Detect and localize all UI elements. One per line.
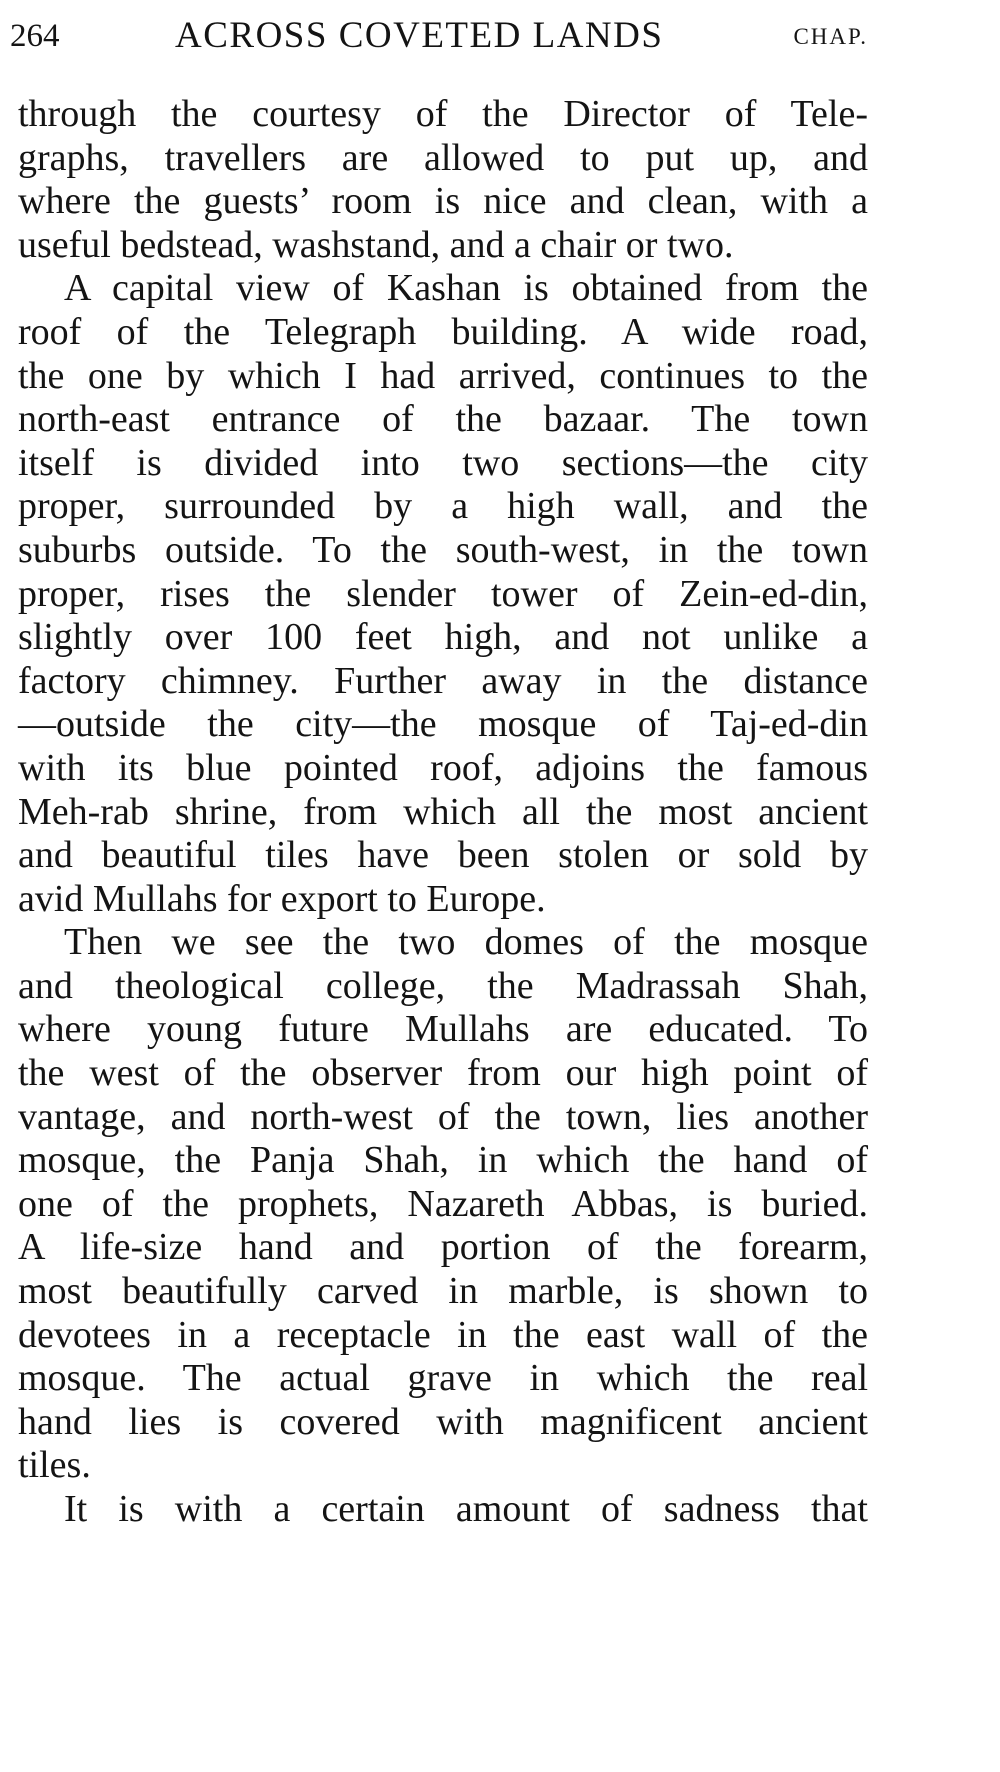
text-line: most beautifully carved in marble, is shown to [18,1270,868,1313]
text-line: the one by which I had arrived, continues to the [18,354,868,397]
text-line: mosque, the Panja Shah, in which the hand of [18,1139,868,1182]
text-line: the west of the observer from our high point of [18,1052,868,1095]
text-line: Then we see the two domes of the mosque [64,921,868,964]
text-line: through the courtesy of the Director of Tele- [18,93,868,135]
text-line: suburbs outside. To the south-west, in the town [18,528,868,571]
text-line: and beautiful tiles have been stolen or sold by [18,834,868,877]
paragraph [18,921,868,1488]
text-line: roof of the Telegraph building. A wide road, [18,310,868,353]
body-text [18,93,868,1532]
text-line: where the guests’ room is nice and clean, with a [18,180,868,223]
text-line: itself is divided into two sections—the city [18,441,868,484]
text-line: one of the prophets, Nazareth Abbas, is buried. [18,1182,868,1225]
paragraph [18,1488,868,1532]
text-line: devotees in a receptacle in the east wall of the [18,1313,868,1356]
text-line: avid Mullahs for export to Europe. [18,877,546,920]
text-line: north-east entrance of the bazaar. The town [18,398,868,441]
chapter-mark: CHAP. [793,24,868,49]
text-line: tiles. [18,1444,91,1487]
text-line: —outside the city—the mosque of Taj-ed-din [18,703,868,746]
text-line: vantage, and north-west of the town, lies another [18,1095,868,1138]
text-line: factory chimney. Further away in the distance [18,659,868,702]
paragraph [18,267,868,921]
text-line: A life-size hand and portion of the forearm, [18,1226,868,1269]
text-line: A capital view of Kashan is obtained from the [64,267,868,310]
text-line: proper, surrounded by a high wall, and the [18,485,868,528]
text-line: proper, rises the slender tower of Zein-ed-din, [18,572,868,615]
text-line: and theological college, the Madrassah Shah, [18,964,868,1007]
text-line: slightly over 100 feet high, and not unlike a [18,616,868,659]
text-line: useful bedstead, washstand, and a chair or two. [18,223,734,266]
text-line: Meh-rab shrine, from which all the most ancient [18,790,868,833]
text-line: hand lies is covered with magnificent ancient [18,1400,868,1443]
text-line: It is with a certain amount of sadness that [64,1488,868,1530]
paragraph [18,93,868,267]
text-line: where young future Mullahs are educated. To [18,1008,868,1051]
book-title: ACROSS COVETED LANDS [175,15,664,56]
text-line: graphs, travellers are allowed to put up, and [18,136,868,179]
text-line: with its blue pointed roof, adjoins the famous [18,746,868,789]
running-head [10,12,868,62]
page-number: 264 [10,18,60,54]
text-line: mosque. The actual grave in which the real [18,1357,868,1400]
